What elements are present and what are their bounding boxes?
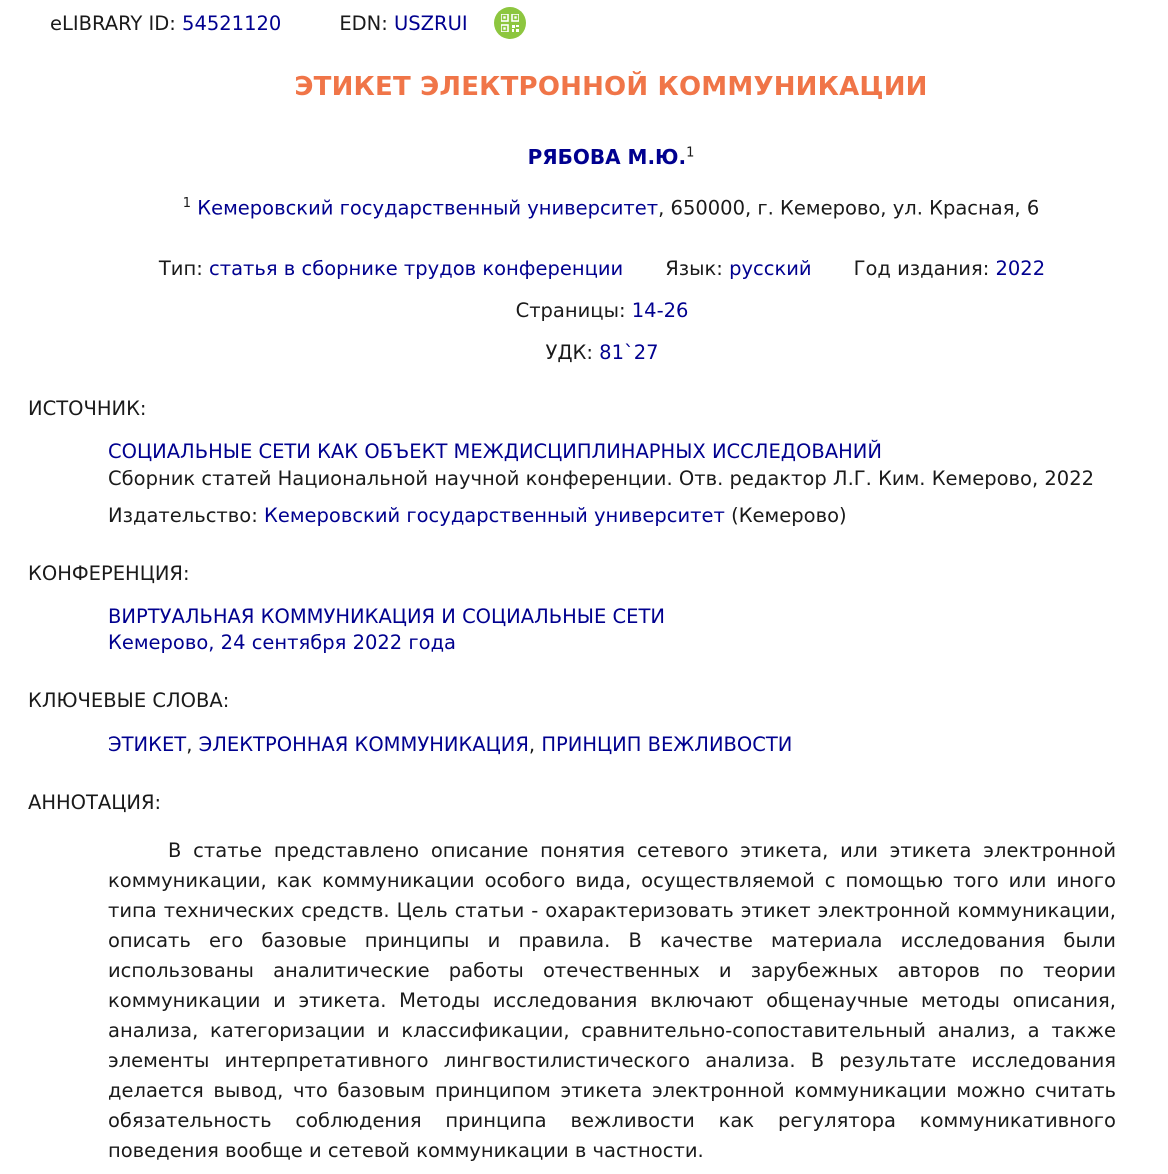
source-section-label: ИСТОЧНИК: (28, 397, 147, 420)
conference-title-link[interactable]: ВИРТУАЛЬНАЯ КОММУНИКАЦИЯ И СОЦИАЛЬНЫЕ СЕТИ (108, 605, 665, 628)
authors (0, 145, 1168, 169)
keyword-link-active[interactable]: ПРИНЦИП ВЕЖЛИВОСТИ (541, 733, 793, 756)
publisher-link[interactable]: Кемеровский государственный университет (263, 504, 725, 527)
author-affiliation-sup: 1 (686, 145, 695, 161)
udk-label: УДК: (545, 341, 593, 364)
language-label: Язык: (665, 257, 723, 280)
publisher-label: Издательство: (108, 504, 258, 527)
qr-code-icon[interactable] (494, 7, 526, 39)
conference-title-row (108, 605, 665, 628)
meta-row-type (0, 257, 1168, 280)
abstract-section-label: АННОТАЦИЯ: (28, 791, 162, 814)
author-link[interactable]: РЯБОВА М.Ю. (527, 145, 687, 169)
source-description: Сборник статей Национальной научной конференции. Отв. редактор Л.Г. Ким. Кемерово, 2022 (108, 467, 1095, 490)
year-value-link[interactable]: 2022 (995, 257, 1046, 280)
source-title-row (108, 440, 882, 463)
affiliation-sup: 1 (182, 196, 192, 211)
affiliation-org-link[interactable]: Кемеровский государственный университет (197, 196, 659, 220)
year-label: Год издания: (853, 257, 990, 280)
identifiers-bar (50, 9, 526, 37)
keyword-separator: , (528, 733, 542, 756)
keyword-link[interactable]: ЭТИКЕТ (108, 733, 187, 756)
edn-link[interactable]: USZRUI (394, 11, 468, 35)
udk-value: 81`27 (599, 341, 659, 364)
affiliation-address: , 650000, г. Кемерово, ул. Красная, 6 (658, 196, 1040, 220)
keyword-link[interactable]: ЭЛЕКТРОННАЯ КОММУНИКАЦИЯ (198, 733, 529, 756)
conference-place-date-row (108, 631, 456, 654)
meta-row-pages (0, 299, 1168, 322)
conference-place-date: Кемерово, 24 сентября 2022 года (108, 631, 457, 654)
source-title-link[interactable]: СОЦИАЛЬНЫЕ СЕТИ КАК ОБЪЕКТ МЕЖДИСЦИПЛИНАРНЫХ ИССЛЕДОВАНИЙ (108, 440, 882, 463)
conference-section-label: КОНФЕРЕНЦИЯ: (28, 562, 190, 585)
affiliation (0, 196, 1168, 220)
publisher-city: (Кемерово) (731, 504, 847, 527)
edn-label: EDN: (339, 11, 388, 35)
article-title: ЭТИКЕТ ЭЛЕКТРОННОЙ КОММУНИКАЦИИ (294, 72, 928, 102)
type-value-link[interactable]: статья в сборнике трудов конференции (208, 257, 624, 280)
pages-value: 14-26 (631, 299, 689, 322)
abstract-text: В статье представлено описание понятия сетевого этикета, или этикета электронной коммуникации, как коммуникации особого вида, осуществляемой с помощью того или иного типа технических средств. Цель статьи - охарактеризовать этикет электронной коммуникации, описать его базовые принципы и правила. В качестве материала исследования были использованы аналитические работы отечественных и зарубежных авторов по теории коммуникации и этикета. Методы исследования включают общенаучные методы описания, анализа, категоризации и классификации, сравнительно-сопоставительный анализ, а также элементы интерпретативного лингвостилистического анализа. В результате исследования делается вывод, что базовым принципом этикета электронной коммуникации можно считать обязательность соблюдения принципа вежливости как регулятора коммуникативного поведения вообще и сетевой коммуникации в частности. (108, 839, 1116, 1162)
keyword-separator: , (186, 733, 199, 756)
elibrary-id-link[interactable]: 54521120 (182, 11, 282, 35)
meta-row-udk (0, 341, 1168, 364)
elibrary-id-label: eLIBRARY ID: (50, 11, 176, 35)
type-label: Тип: (158, 257, 203, 280)
keywords-list (108, 733, 792, 756)
pages-label: Страницы: (515, 299, 626, 322)
publisher-row (108, 504, 847, 527)
keywords-section-label: КЛЮЧЕВЫЕ СЛОВА: (28, 689, 230, 712)
language-value-link[interactable]: русский (729, 257, 812, 280)
